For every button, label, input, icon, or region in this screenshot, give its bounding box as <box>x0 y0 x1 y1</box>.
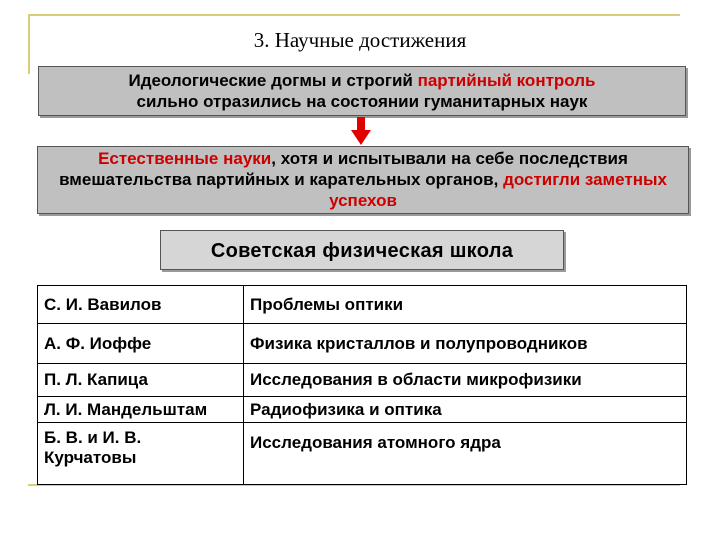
research-topic: Исследования в области микрофизики <box>244 364 687 397</box>
ideology-text-highlight: партийный контроль <box>417 71 596 90</box>
frame-top-line <box>28 14 680 16</box>
table-row <box>38 364 687 397</box>
research-topic: Проблемы оптики <box>244 286 687 324</box>
table-row <box>38 423 687 485</box>
research-topic: Исследования атомного ядра <box>244 423 687 485</box>
scientist-name: Л. И. Мандельштам <box>38 397 244 423</box>
scientists-table <box>37 285 687 485</box>
slide-title: 3. Научные достижения <box>253 28 467 52</box>
school-heading: Советская физическая школа <box>160 230 564 270</box>
ideology-box <box>38 66 686 116</box>
scientist-name: П. Л. Капица <box>38 364 244 397</box>
scientist-name: А. Ф. Иоффе <box>38 324 244 364</box>
natural-sciences-highlight: Естественные науки <box>98 149 272 168</box>
ideology-text-1: Идеологические догмы и строгий <box>128 71 418 90</box>
scientist-name: С. И. Вавилов <box>38 286 244 324</box>
down-arrow-shaft <box>357 117 365 131</box>
table-row <box>38 286 687 324</box>
down-arrow-icon <box>351 130 371 145</box>
natural-sciences-success: достигли заметных успехов <box>329 170 667 210</box>
natural-sciences-box <box>37 146 689 214</box>
natural-sciences-text: , хотя и испытывали на себе последствия вмешательства партийных и карательных органов, <box>59 149 628 189</box>
table-row <box>38 397 687 423</box>
table-row <box>38 324 687 364</box>
research-topic: Физика кристаллов и полупроводников <box>244 324 687 364</box>
research-topic: Радиофизика и оптика <box>244 397 687 423</box>
ideology-text-2: сильно отразились на состоянии гуманитарных наук <box>136 92 588 111</box>
scientist-name: Б. В. и И. В. Курчатовы <box>38 423 244 485</box>
